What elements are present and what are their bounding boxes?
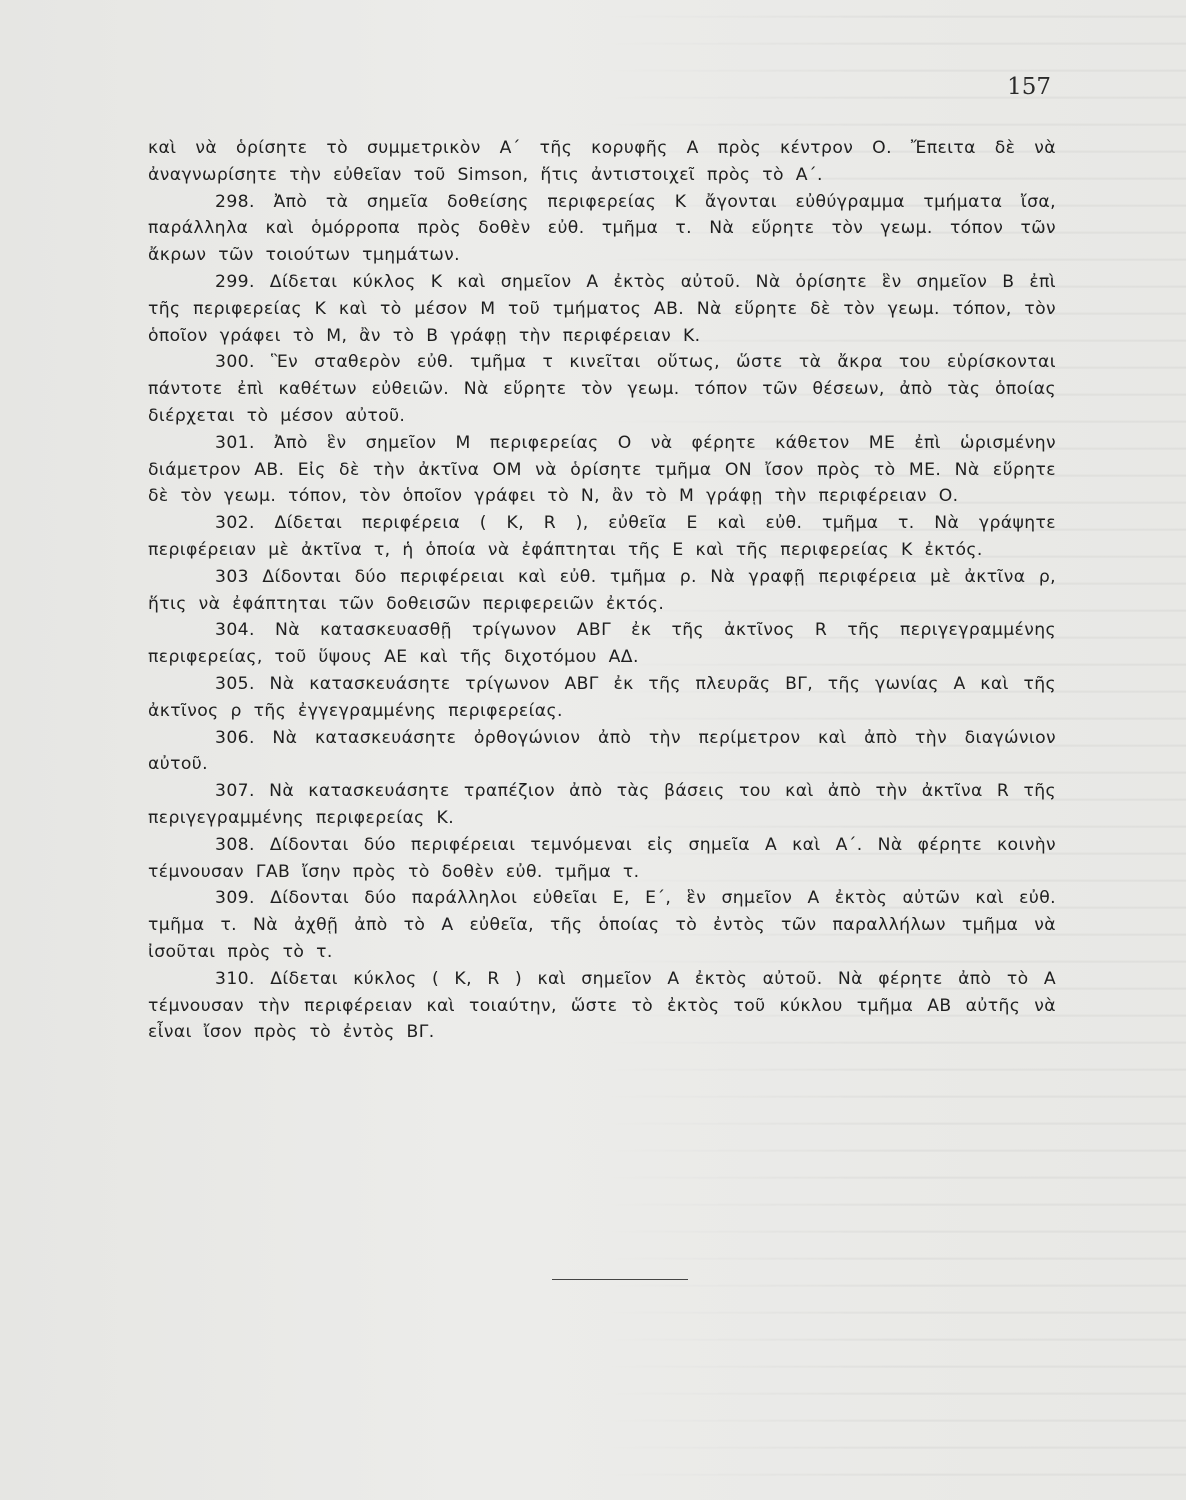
exercise-301: 301. Ἀπὸ ἓν σημεῖον Μ περιφερείας Ο νὰ φέρητε κάθετον ΜΕ ἐπὶ ὡρισμένην διάμετρον ΑΒ. Εἰς δὲ τὴν ἀκτῖνα ΟΜ νὰ ὁρίσητε τμῆμα ΟΝ ἴσον πρὸς τὸ ΜΕ. Νὰ εὕρητε δὲ τὸν γεωμ. τόπον, τὸν ὁποῖον γράφει τὸ Ν, ἂν τὸ Μ γράφῃ τὴν περιφέρειαν Ο. xyxy=(148,432,1056,507)
exercise-303: 303 Δίδονται δύο περιφέρειαι καὶ εὐθ. τμῆμα ρ. Νὰ γραφῇ περιφέρεια μὲ ἀκτῖνα ρ, ἥτις νὰ ἐφάπτηται τῶν δοθεισῶν περιφερειῶν ἐκτός. xyxy=(148,566,1056,614)
end-divider-rule xyxy=(552,1279,688,1280)
exercise-305: 305. Νὰ κατασκευάσητε τρίγωνον ΑΒΓ ἐκ τῆς πλευρᾶς ΒΓ, τῆς γωνίας Α καὶ τῆς ἀκτῖνος ρ τῆς ἐγγεγραμμένης περιφερείας. xyxy=(148,673,1056,721)
continuation-paragraph: καὶ νὰ ὁρίσητε τὸ συμμετρικὸν Α΄ τῆς κορυφῆς Α πρὸς κέντρον Ο. Ἔπειτα δὲ νὰ ἀναγνωρίσητε τὴν εὐθεῖαν τοῦ Simson, ἥτις ἀντιστοιχεῖ πρὸς τὸ Α΄. xyxy=(148,138,1056,185)
exercise-298: 298. Ἀπὸ τὰ σημεῖα δοθείσης περιφερείας Κ ἄγονται εὐθύγραμμα τμήματα ἴσα, παράλληλα καὶ ὁμόρροπα πρὸς δοθὲν εὐθ. τμῆμα τ. Νὰ εὕρητε τὸν γεωμ. τόπον τῶν ἄκρων τῶν τοιούτων τμημάτων. xyxy=(148,191,1056,266)
exercise-302: 302. Δίδεται περιφέρεια ( Κ, R ), εὐθεῖα Ε καὶ εὐθ. τμῆμα τ. Νὰ γράψητε περιφέρειαν μὲ ἀκτῖνα τ, ἡ ὁποία νὰ ἐφάπτηται τῆς Ε καὶ τῆς περιφερείας Κ ἐκτός. xyxy=(148,513,1056,560)
exercise-310: 310. Δίδεται κύκλος ( Κ, R ) καὶ σημεῖον Α ἐκτὸς αὐτοῦ. Νὰ φέρητε ἀπὸ τὸ Α τέμνουσαν τὴν περιφέρειαν καὶ τοιαύτην, ὥστε τὸ ἐκτὸς τοῦ κύκλου τμῆμα ΑΒ αὐτῆς νὰ εἶναι ἴσον πρὸς τὸ ἐντὸς ΒΓ. xyxy=(148,968,1056,1043)
exercise-list xyxy=(148,135,1056,1046)
exercise-304: 304. Νὰ κατασκευασθῇ τρίγωνον ΑΒΓ ἐκ τῆς ἀκτῖνος R τῆς περιγεγραμμένης περιφερείας, τοῦ ὕψους ΑΕ καὶ τῆς διχοτόμου ΑΔ. xyxy=(148,620,1056,668)
exercise-299: 299. Δίδεται κύκλος Κ καὶ σημεῖον Α ἐκτὸς αὐτοῦ. Νὰ ὁρίσητε ἓν σημεῖον Β ἐπὶ τῆς περιφερείας Κ καὶ τὸ μέσον Μ τοῦ τμήματος ΑΒ. Νὰ εὕρητε δὲ τὸν γεωμ. τόπον, τὸν ὁποῖον γράφει τὸ Μ, ἂν τὸ Β γράφῃ τὴν περιφέρειαν Κ. xyxy=(148,271,1056,346)
exercise-306: 306. Νὰ κατασκευάσητε ὀρθογώνιον ἀπὸ τὴν περίμετρον καὶ ἀπὸ τὴν διαγώνιον αὐτοῦ. xyxy=(148,727,1056,775)
exercise-300: 300. Ἓν σταθερὸν εὐθ. τμῆμα τ κινεῖται οὕτως, ὥστε τὰ ἄκρα του εὑρίσκονται πάντοτε ἐπὶ καθέτων εὐθειῶν. Νὰ εὕρητε τὸν γεωμ. τόπον τῶν θέσεων, ἀπὸ τὰς ὁποίας διέρχεται τὸ μέσον αὐτοῦ. xyxy=(148,352,1056,426)
exercise-308: 308. Δίδονται δύο περιφέρειαι τεμνόμεναι εἰς σημεῖα Α καὶ Α΄. Νὰ φέρητε κοινὴν τέμνουσαν ΓΑΒ ἴσην πρὸς τὸ δοθὲν εὐθ. τμῆμα τ. xyxy=(148,834,1056,882)
exercise-307: 307. Νὰ κατασκευάσητε τραπέζιον ἀπὸ τὰς βάσεις του καὶ ἀπὸ τὴν ἀκτῖνα R τῆς περιγεγραμμένης περιφερείας Κ. xyxy=(148,781,1056,828)
exercise-309: 309. Δίδονται δύο παράλληλοι εὐθεῖαι Ε, Ε΄, ἓν σημεῖον Α ἐκτὸς αὐτῶν καὶ εὐθ. τμῆμα τ. Νὰ ἀχθῇ ἀπὸ τὸ Α εὐθεῖα, τῆς ὁποίας τὸ ἐντὸς τῶν παραλλήλων τμῆμα νὰ ἰσοῦται πρὸς τὸ τ. xyxy=(148,888,1056,962)
page-number: 157 xyxy=(1007,74,1051,100)
